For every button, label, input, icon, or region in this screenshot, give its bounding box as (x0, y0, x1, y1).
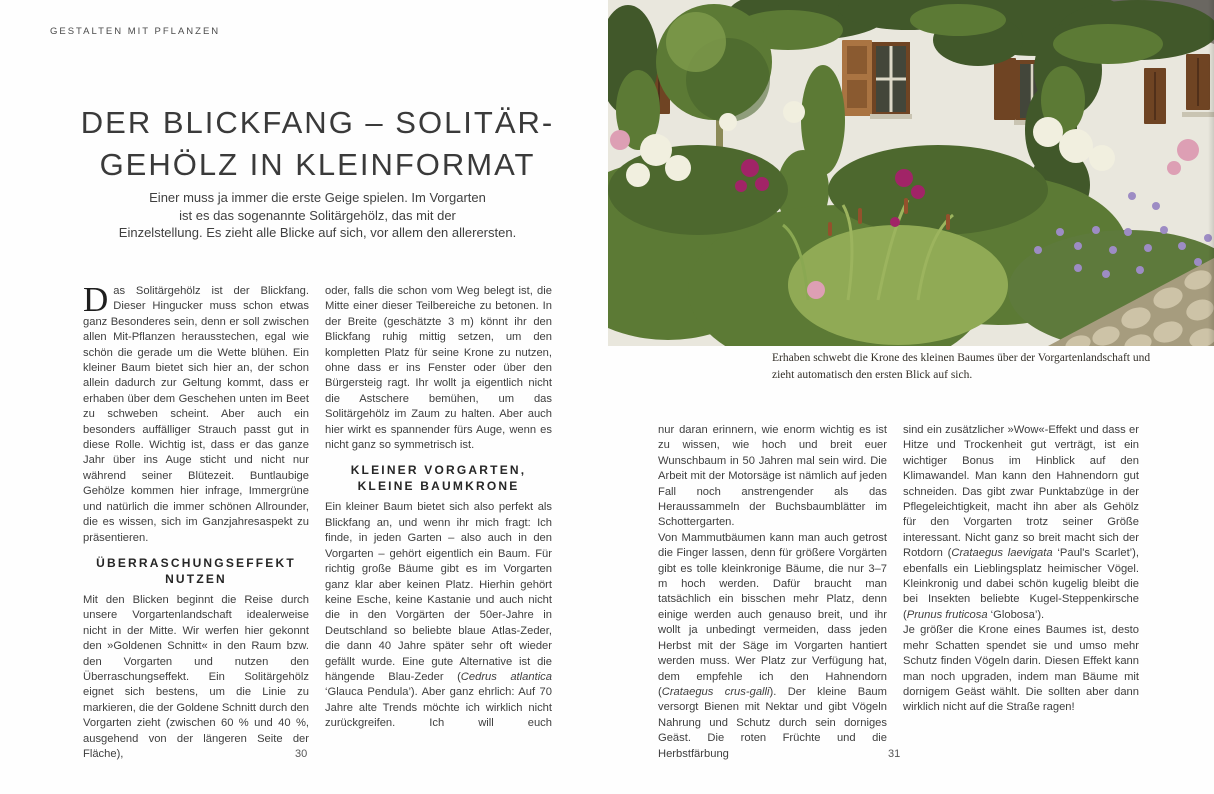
body-text: ‘Paul's Scarlet’), ebenfalls ein Lieblingsplatz heimischer Vögel. Kleinkronig und dabei schön kugelig bleibt die bei Insekten beliebte Kugel-Steppenkirsche ( (903, 547, 1139, 621)
body-text: ‘Globosa’). (987, 608, 1045, 621)
botanical-name: Cedrus atlantica (460, 670, 553, 683)
garden-photo (608, 0, 1214, 346)
window-open-shutter (842, 40, 912, 119)
botanical-name: Crataegus laevigata (951, 547, 1053, 560)
body-paragraph (83, 280, 309, 546)
body-text: Mit den Blicken beginnt die Reise durch unsere Vorgartenlandschaft idealerweise nicht in der Mitte. Wir werfen hier gekonnt den »Goldenen Schnitt« in den Raum bzw. den Vorgarten und nutzen den Überraschungseffekt. Ein Solitärgehölz eignet sich bestens, um die Linie zu markieren, die der Goldene Schnitt durch den Vorgarten zieht (zwischen 60 % und 40 %, ausgehend von der längeren Seite der Fläche), (83, 593, 309, 760)
body-paragraph (325, 284, 552, 453)
subtitle-line: Einzelstellung. Es zieht alle Blicke auf sich, vor allem den allerersten. (118, 225, 517, 240)
subheading-ueberraschungseffekt: ÜBERRASCHUNGSEFFEKT NUTZEN (96, 555, 296, 586)
subtitle-line: ist es das sogenannte Solitärgehölz, das mit der (179, 207, 456, 223)
body-text: nur daran erinnern, wie enorm wichtig es ist zu wissen, wie hoch und breit euer Wunschbaum in 50 Jahren mal sein wird. Die Arbeit mit der Motorsäge ist nämlich auf jeden Fall noch anstrengender als das Heraussammeln der Buchsbaumblätter im Schottergarten. (658, 424, 887, 529)
left-page-column-1 (83, 280, 309, 762)
body-text: Von Mammutbäumen kann man auch getrost die Finger lassen, denn für größere Vorgärten gibt es tolle kleinkronige Bäume, die nur 3–7 m hoch werden. Dafür braucht man tatsächlich ein bisschen mehr Platz, denn einige werden auch genauso breit, und ihr wollt ja unbedingt vermeiden, dass jeden Herbst mit der Säge im Vorgarten hantiert werden muss. Wer Platz zur Verfügung hat, dem empfehle ich den Hahnendorn ( (658, 531, 887, 698)
page-edge-shadow (1208, 0, 1214, 346)
photo-caption (772, 350, 1152, 384)
body-paragraph (658, 531, 887, 762)
page-number-right: 31 (888, 748, 901, 760)
body-text: ). Der kleine Baum versorgt Bienen mit Nektar und gibt Vögeln Nahrung und Schutz durch sein dorniges Geäst. Die roten Früchte und die Herbstfärbung (658, 685, 887, 760)
body-text: as Solitärgehölz ist der Blickfang. Dieser Hingucker muss schon etwas ganz Besonderes sein, denn er soll zwischen allen Mit-Pflanzen herausstechen, egal wie schön die gerade um die Wette blühen. Ein kleiner Baum bietet sich hier an, der schon allein dadurch zur Geltung kommt, dass er erhaben über dem Geschehen unten im Beet zu schweben scheint. Aber auch ein besonders auffälliger Strauch passt gut in diese Rolle. Wichtig ist, dass er das ganze Jahr über ins Auge sticht und nicht nur während seiner Blütezeit. Buntlaubige Gehölze kommen hier infrage, Immergrüne und natürlich die immer schönen Allrounder, die es wissen, sich im Ganzjahresaspekt zu präsentieren. (83, 285, 309, 544)
page-title-line1: DER BLICKFANG – SOLITÄR- (80, 105, 555, 140)
body-text: ‘Glauca Pendula’). Aber ganz ehrlich: Auf 70 Jahre alte Trends möchte ich wirklich nicht zurückgreifen. Ich will euch (325, 686, 552, 730)
page-subtitle (30, 189, 605, 242)
page-title-line2: GEHÖLZ IN KLEINFORMAT (99, 147, 536, 182)
left-page-column-2 (325, 284, 552, 732)
subtitle-line: Einer muss ja immer die erste Geige spielen. Im Vorgarten (149, 190, 486, 205)
botanical-name: Crataegus crus-galli (661, 685, 770, 698)
body-text: Ein kleiner Baum bietet sich also perfekt als Blickfang an, und wenn ihr mich fragt: Ich finde, in jeden Garten – also auch in den Vorgarten – gehört eigentlich ein Baum. Für richtig große Bäume gibt es im Vorgarten ganz klar aber keinen Platz. Hierhin gehört keine Esche, keine Kastanie und auch nicht die in den Vorgärten der 50er-Jahre in Deutschland so beliebte blaue Atlas-Zeder, die dann 40 Jahre später sehr oft wieder gefällt wurde. Eine gute Alternative ist die hängende Blau-Zeder ( (325, 501, 552, 683)
body-paragraph (83, 593, 309, 762)
botanical-name: Prunus fruticosa (906, 608, 988, 621)
body-text: oder, falls die schon vom Weg belegt ist, die Mitte einer dieser Teilbereiche zu betonen. In der Breite (geschätzte 3 m) könnt ihr den Blickfang ruhig mittig setzen, um den kompletten Platz für seine Krone zu nutzen, ohne dass er ins Fenster oder über den Bürgersteig ragt. Ihr wollt ja eigentlich nicht die Astschere bemühen, um das Solitärgehölz im Zaum zu halten. Aber auch hier wirkt es spannender fürs Auge, wenn es nicht ganz so symmetrisch ist. (325, 285, 552, 452)
caption-line: Erhaben schwebt die Krone des kleinen Baumes über der Vorgartenlandschaft und (772, 352, 1151, 364)
caption-line: zieht automatisch den ersten Blick auf sich. (772, 369, 973, 381)
drop-cap: D (83, 280, 109, 319)
topiary-crown-light (666, 12, 726, 72)
body-paragraph (658, 423, 887, 531)
section-kicker: GESTALTEN MIT PFLANZEN (50, 26, 221, 37)
subheading-kleiner-vorgarten: KLEINER VORGARTEN, KLEINE BAUMKRONE (350, 463, 527, 494)
body-text: sind ein zusätzlicher »Wow«-Effekt und dass er Hitze und Trockenheit gut verträgt, ist ein wichtiger Bonus im Hinblick auf den Klimawandel. Man kann den Hahnendorn gut schneiden. Das gibt zwar Punktabzüge in der Pflegeleichtigkeit, macht ihn aber als Gehölz für den Vorgarten trotz seiner Größe interessant. Nicht ganz so breit macht sich der Rotdorn ( (903, 424, 1139, 560)
right-page-column-1 (658, 423, 887, 762)
body-paragraph (903, 423, 1139, 623)
body-text: Je größer die Krone eines Baumes ist, desto mehr Schatten spendet sie und umso mehr Schutz finden Vögeln darin. Diesen Effekt kann man noch upgraden, indem man Bäume mit dornigem Geäst wählt. Die sollten aber dann wirklich nicht auf die Straße ragen! (903, 624, 1139, 714)
right-page-column-2 (903, 423, 1139, 716)
body-paragraph (903, 623, 1139, 715)
page-title (30, 102, 605, 186)
page-number-left: 30 (295, 748, 308, 760)
body-paragraph (325, 500, 552, 731)
